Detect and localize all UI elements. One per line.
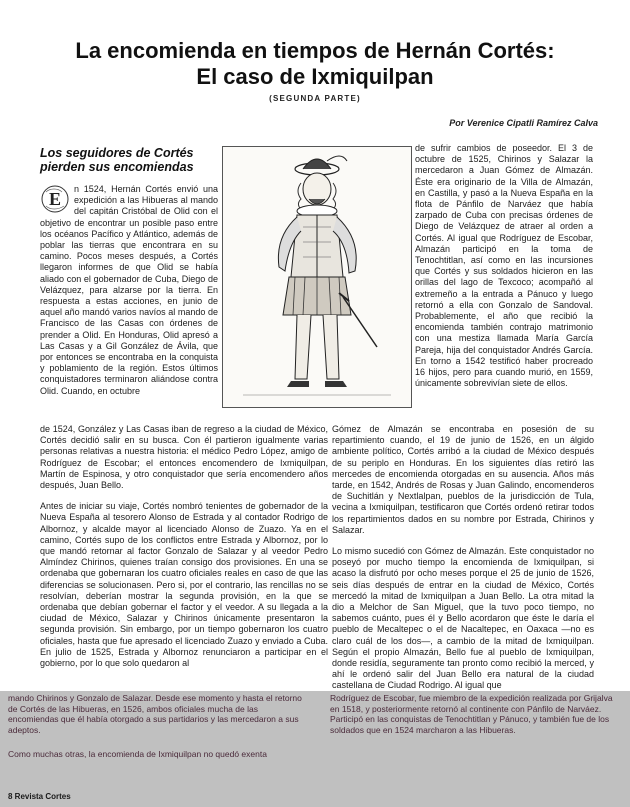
- conquistador-engraving-icon: [222, 146, 412, 408]
- svg-text:E: E: [48, 189, 62, 209]
- mid-right-column: [332, 424, 594, 702]
- title-line-2: El caso de Ixmiquilpan: [196, 64, 434, 89]
- gray-overlay-band: [0, 691, 630, 807]
- page-footer: 8 Revista Cortes: [8, 792, 71, 801]
- paragraph: Antes de iniciar su viaje, Cortés nombró tenientes de gobernador de la Nueva España al tesorero Alonso de Estrada y al contador Rodrigo de Albornoz, y alcalde mayor al licenciado Alonso de Zuazo. Ya en el camino, Cortés supo de los conflictos entre Estrada y Albornoz, por lo que mandó retornar al factor Gonzalo de Salazar y al veedor Pedro Almíndez Chirinos, quienes traían consigo dos provisiones. En una se ordenaba que gobernaran los cuatro oficiales reales en caso de que las diferencias se solucionasen. Pero si, por el contrario, las rencillas no se resolvían, deberían mostrar la segunda provisión, en la que se ordenaba que debían gobernar el factor y el veedor. A su llegada a la ciudad de México, Salazar y Chirinos únicamente presentaron la segunda provisión. Sin embargo, por un tiempo gobernaron los cuatro oficiales, hasta que fue apresado el licenciado Zuazo y enviado a Cuba. En julio de 1525, Estrada y Albornoz renunciaron a participar en el gobierno, por lo que solo quedaron al: [40, 501, 328, 669]
- paragraph: de 1524, González y Las Casas iban de regreso a la ciudad de México, Cortés decidió salir en su busca. Con él partieron igualmente varias personas relativas a nuestra historia: el médico Pedro López, amigo de Rodríguez de Escobar; el entonces encomendero de Ixmiquilpan, Martín de Espinosa, y otro conquistador que sería encomendero años después, Juan Bello.: [40, 424, 328, 491]
- paragraph: Lo mismo sucedió con Gómez de Almazán. Este conquistador no poseyó por mucho tiempo la encomienda de Ixmiquilpan, si acaso la disfrutó por ocho meses porque el 25 de junio de 1526, seis días después de entrar en la ciudad de México, Cortés mercedó la mitad de Ixmiquilpan a Juan Bello. La otra mitad la dio a Melchor de San Miguel, que la tuvo poco tiempo, no sabemos cuánto, pues él y Bello acordaron que éste le daría el pueblo de Mecaltepec o el de Nacaltepec, en Oaxaca —no es claro cuál de los dos—, a cambio de la mitad de Ixmiquilpan. Según el propio Almazán, Bello fue al pueblo de Ixmiquilpan, donde residía, seguramente tan pronto como recibió la merced, y ahí le ordenó salir del Juan Bello era natural de la ciudad castellana de Ciudad Rodrigo. Al igual que: [332, 546, 594, 691]
- section-heading: Los seguidores de Cortés pierden sus encomiendas: [40, 146, 194, 174]
- title-line-1: La encomienda en tiempos de Hernán Cortés:: [75, 38, 555, 63]
- right-column: de sufrir cambios de poseedor. El 3 de octubre de 1525, Chirinos y Salazar la mercedaron a Juan Gómez de Almazán. Éste era originario de la Villa de Almazán, en Castilla, y pasó a la Nueva España en la flota de Pánfilo de Narváez que había zarpado de Cuba con precisas órdenes de Diego de Velázquez de atraer al orden a Cortés. Al igual que Rodríguez de Escobar, Almazán participó en la toma de Tenochtitlan, así como en las incursiones que Cortés y sus soldados hicieron en las orillas del lago de Texcoco; acompañó al extremeño a la entrada a Pánuco y luego retornó a ella con Gonzalo de Sandoval. Probablemente, el año que recibió la encomienda también contrajo matrimonio con una mestiza llamada María García Pareja, hija del conquistador Andrés García. En torno a 1542 testificó haber procreado 16 hijos, pero para cuando murió, en 1559, únicamente sobrevivían siete de ellos.: [415, 143, 593, 389]
- article-title: [20, 38, 610, 90]
- author-byline: Por Verenice Cipatli Ramírez Calva: [449, 118, 598, 128]
- overlay-right-text: Rodríguez de Escobar, fue miembro de la expedición realizada por Grijalva en 1518, y posteriormente retornó al continente con Pánfilo de Narváez. Participó en las conquistas de Tenochtitlan y Pánuco, y también fue de los soldados que en 1524 marcharon a las Hibueras.: [330, 693, 613, 735]
- article-subtitle: (SEGUNDA PARTE): [269, 94, 361, 103]
- left-column: [40, 184, 218, 397]
- left-column-text: n 1524, Hernán Cortés envió una expedición a las Hibueras al mando del capitán Cristóbal de Olid con el objetivo de encontrar un posible paso entre los océanos Pacífico y Atlántico, además de poblar las tierras que encontrara en su camino. Pocos meses después, a Cortés llegaron informes de que Olid se había aliado con el gobernador de Cuba, Diego de Velázquez, para alzarse por la tierra. En respuesta a estas acciones, en junio de aquel año mandó varios navíos al mando de Francisco de las Casas con órdenes de prender a Olid. En Honduras, Olid apresó a Las Casas y a Gil González de Ávila, que por entonces se encontraba en la conquista y poblamiento de la región. Estos últimos conquistadores terminaron aliándose contra Olid. Cuando, en octubre: [40, 184, 218, 396]
- wide-left-paragraph: [40, 424, 328, 679]
- overlay-left-text-2: Como muchas otras, la encomienda de Ixmiquilpan no quedó exenta: [8, 749, 267, 759]
- paragraph: Gómez de Almazán se encontraba en posesión de su repartimiento cuando, el 19 de junio de 1526, en un álgido ambiente político, Cortés arribó a la ciudad de México después de su periplo en Honduras. En los siguientes días retiró las mercedes de encomienda otorgadas en su ausencia. Años más tarde, en 1542, Andrés de Rosas y Juan Galindo, encomenderos de Suchitlán y Nextlalpan, pueblos de la jurisdicción de Tula, vecina a Ixmiquilpan, testificaron que Cortés ordenó retirar todos los repartimientos dados en su nombre por Estrada, Chirinos y Salazar.: [332, 424, 594, 535]
- overlay-left-text: mando Chirinos y Gonzalo de Salazar. Desde ese momento y hasta el retorno de Cortés de las Hibueras, en 1526, ambos oficiales mucha de las encomiendas que él había otorgado a sus partidarios y las mercedaron a sus adeptos.: [8, 693, 302, 735]
- dropcap-ornament-icon: [40, 184, 70, 214]
